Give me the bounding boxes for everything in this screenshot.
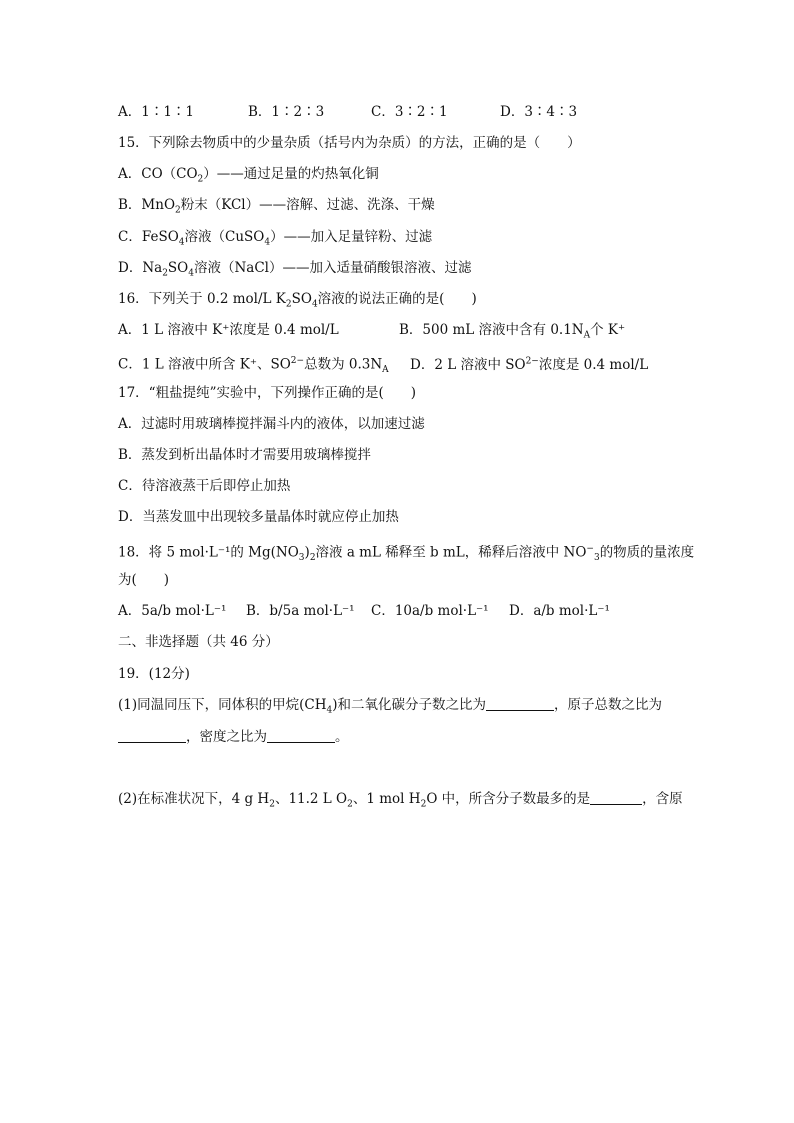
q14-option-c: C．3∶2∶1: [371, 104, 448, 120]
q16-option-a: A．1 L 溶液中 K⁺浓度是 0.4 mol/L: [118, 322, 339, 338]
q16-options-cd: [118, 352, 648, 379]
q18-options: [118, 602, 610, 620]
q14-options: [118, 103, 577, 121]
section-heading: 二、非选择题（共 46 分）: [118, 634, 279, 650]
q16-option-b: B．500 mL 溶液中含有 $0.1N_A$个 K⁺: [399, 322, 626, 341]
q17-stem: 17．“粗盐提纯”实验中，下列操作正确的是( ): [118, 385, 417, 401]
q19-part2: (2)在标准状况下，4 g $H_2$、11.2 L $O_2$、1 mol $H_2O$ 中，所含分子数最多的是 ，含原: [118, 791, 683, 810]
q18-option-c: C．10a/b mol·L⁻¹: [371, 603, 489, 619]
answer-blank[interactable]: [267, 728, 335, 743]
q14-option-a: A．1∶1∶1: [118, 104, 195, 120]
q16-stem: 16．下列关于 0.2 mol/L $K_2SO_4$溶液的说法正确的是( ): [118, 291, 477, 310]
q17-option-d: D．当蒸发皿中出现较多量晶体时就应停止加热: [118, 509, 399, 525]
answer-blank[interactable]: [118, 728, 186, 743]
q18-option-b: B．b/5a mol·L⁻¹: [246, 603, 355, 619]
q15-option-d: D．$Na_2SO_4$溶液（NaCl）——加入适量硝酸银溶液、过滤: [118, 260, 472, 279]
q18-stem: 18．将 5 mol·L⁻¹的 $Mg(NO_3)_2$溶液 a mL 稀释至 b mL，稀释后溶液中 $NO^-_3$的物质的量浓度: [118, 544, 695, 564]
q17-option-a: A．过滤时用玻璃棒搅拌漏斗内的液体，以加速过滤: [118, 416, 425, 432]
q18-option-d: D．a/b mol·L⁻¹: [509, 603, 610, 619]
q18-stem-cont: 为( ): [118, 572, 170, 588]
q19-part1: (1)同温同压下，同体积的甲烷$(CH_4)$和二氧化碳分子数之比为 ，原子总数之比为: [118, 697, 663, 716]
q15-stem: 15．下列除去物质中的少量杂质（括号内为杂质）的方法，正确的是（ ）: [118, 135, 581, 151]
q17-option-b: B．蒸发到析出晶体时才需要用玻璃棒搅拌: [118, 447, 371, 463]
answer-blank[interactable]: [590, 790, 642, 805]
q15-option-c: C．FeSO$_4$溶液（CuSO$_4$）——加入足量锌粉、过滤: [118, 229, 433, 248]
answer-blank[interactable]: [486, 696, 554, 711]
q19-part1-cont: ，密度之比为 。: [118, 728, 349, 746]
q16-options-ab: [118, 321, 625, 345]
q19-heading: 19．(12分): [118, 666, 190, 682]
q14-option-b: B．1∶2∶3: [248, 104, 325, 120]
q16-option-c: C．1 L 溶液中所含 K⁺、$SO^{2-}$总数为 $0.3N_A$: [118, 356, 389, 376]
q17-option-c: C．待溶液蒸干后即停止加热: [118, 478, 291, 494]
q15-option-b: B．MnO$_2$粉末（KCl）——溶解、过滤、洗涤、干燥: [118, 197, 435, 216]
q16-option-d: D．2 L 溶液中 $SO^{2-}$浓度是 0.4 mol/L: [410, 356, 649, 373]
q14-option-d: D．3∶4∶3: [500, 104, 578, 120]
q18-option-a: A．5a/b mol·L⁻¹: [118, 603, 227, 619]
q15-option-a: A．$CO(CO_2)——$通过足量的灼热氧化铜: [118, 166, 379, 185]
